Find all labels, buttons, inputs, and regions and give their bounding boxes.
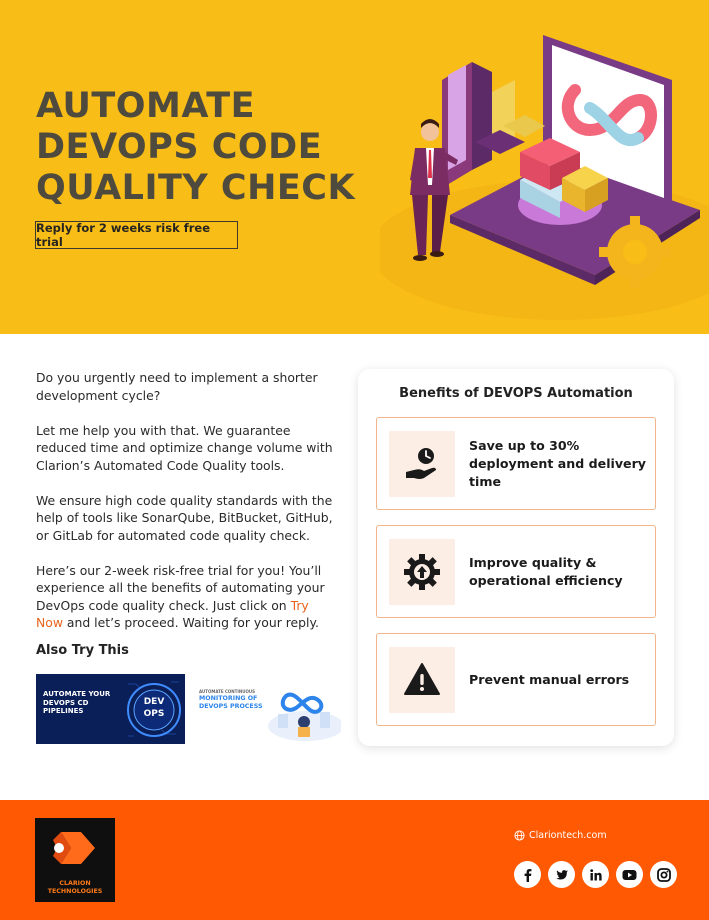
logo-text (35, 880, 115, 896)
benefits-card (358, 369, 674, 746)
benefits-title: Benefits of DEVOPS Automation (399, 386, 633, 401)
facebook-icon[interactable] (514, 861, 541, 888)
linkedin-icon[interactable] (582, 861, 609, 888)
clarion-logo[interactable] (35, 818, 115, 902)
hero-title (36, 86, 376, 209)
benefit-save-time-label: Save up to 30% deployment and delivery time (469, 437, 647, 489)
gear-arrow-icon (389, 539, 455, 605)
instagram-icon[interactable] (650, 861, 677, 888)
hero-title-line-2: DEVOPS CODE (36, 127, 323, 167)
social-links (514, 861, 677, 888)
body-copy (36, 369, 336, 649)
paragraph-3: We ensure high code quality standards with the help of tools like SonarQube, BitBucket, GitHub, or GitLab for automated code quality check. (36, 492, 333, 543)
logo-line-2: TECHNOLOGIES (47, 888, 103, 895)
benefit-prevent-errors-label: Prevent manual errors (469, 671, 630, 687)
benefit-improve-quality (376, 525, 656, 618)
paragraph-1: Do you urgently need to implement a shorter development cycle? (36, 370, 318, 403)
paragraph-4-end: and let’s proceed. Waiting for your reply. (62, 615, 319, 630)
clarion-logo-mark (35, 818, 115, 878)
twitter-icon[interactable] (548, 861, 575, 888)
try-now-link[interactable]: Try Now (36, 597, 309, 630)
hero-title-line-3: QUALITY CHECK (36, 168, 356, 208)
paragraph-2: Let me help you with that. We guarantee reduced time and optimize change volume with Clarion’s Automated Code Quality tools. (36, 422, 333, 473)
paragraph-4 (36, 562, 336, 632)
website-link[interactable] (514, 830, 607, 841)
hero-title-line-1: AUTOMATE (36, 86, 256, 126)
benefit-save-time (376, 417, 656, 510)
website-text: Clariontech.com (529, 830, 607, 841)
thumbnail-2-title: MONITORING OF DEVOPS PROCESS (199, 695, 263, 710)
clock-hand-icon (389, 431, 455, 497)
globe-icon (514, 830, 525, 841)
logo-line-1: CLARION (59, 880, 91, 887)
devops-logo-top: DEV (143, 697, 165, 707)
footer (0, 800, 709, 920)
benefit-improve-quality-label: Improve quality & operational efficiency (469, 554, 623, 588)
cd-pipelines-thumbnail[interactable] (36, 674, 185, 744)
thumbnail-2-kicker: AUTOMATE CONTINUOUS (199, 689, 255, 694)
devops-logo-bottom: OPS (143, 709, 165, 719)
youtube-icon[interactable] (616, 861, 643, 888)
thumbnail-1-title: AUTOMATE YOUR DEVOPS CD PIPELINES (43, 690, 111, 715)
hero-banner (0, 0, 709, 334)
paragraph-4-start: Here’s our 2-week risk-free trial for you! You’ll experience all the benefits of automating your DevOps code quality check. Just click on (36, 562, 325, 613)
warning-icon (389, 647, 455, 713)
also-try-heading: Also Try This (36, 643, 129, 658)
devops-illustration (380, 20, 709, 334)
monitoring-thumbnail[interactable] (196, 674, 341, 744)
trial-reply-button[interactable]: Reply for 2 weeks risk free trial (35, 221, 238, 249)
benefit-prevent-errors (376, 633, 656, 726)
